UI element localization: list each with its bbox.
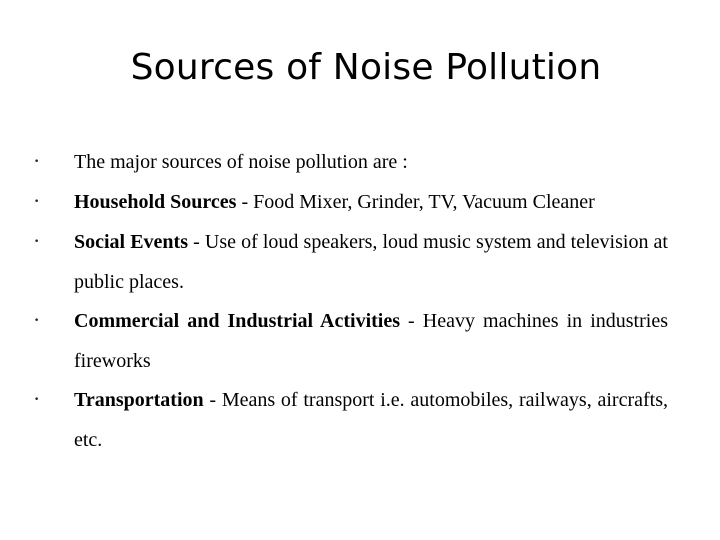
bullet-text: Use of loud speakers, loud music system and television at public places. <box>74 231 668 293</box>
bullet-text: Heavy machines in industries fireworks <box>74 310 668 372</box>
bullet-separator: - <box>188 231 205 253</box>
bullet-term: Commercial and Industrial Activities <box>74 310 400 332</box>
bullet-term: Social Events <box>74 231 189 253</box>
bullet-text: Food Mixer, Grinder, TV, Vacuum Cleaner <box>253 191 595 213</box>
bullet-item-transportation <box>34 380 668 460</box>
bullet-separator: - <box>203 389 222 411</box>
bullet-text: Means of transport i.e. automobiles, railways, aircrafts, etc. <box>74 389 668 451</box>
bullet-item-intro <box>34 142 668 182</box>
bullet-icon: • <box>34 197 40 207</box>
bullet-term: Household Sources <box>74 191 237 213</box>
bullet-separator: - <box>400 310 423 332</box>
bullet-item-social-events <box>34 222 668 302</box>
slide-title: Sources of Noise Pollution <box>130 47 602 88</box>
bullet-icon: • <box>34 157 40 167</box>
bullet-item-commercial-industrial <box>34 301 668 381</box>
bullet-text: The major sources of noise pollution are : <box>74 151 408 173</box>
bullet-icon: • <box>34 316 40 326</box>
bullet-icon: • <box>34 237 40 247</box>
bullet-icon: • <box>34 395 40 405</box>
bullet-separator: - <box>236 191 254 213</box>
bullet-item-household <box>34 182 668 222</box>
bullet-term: Transportation <box>74 389 204 411</box>
